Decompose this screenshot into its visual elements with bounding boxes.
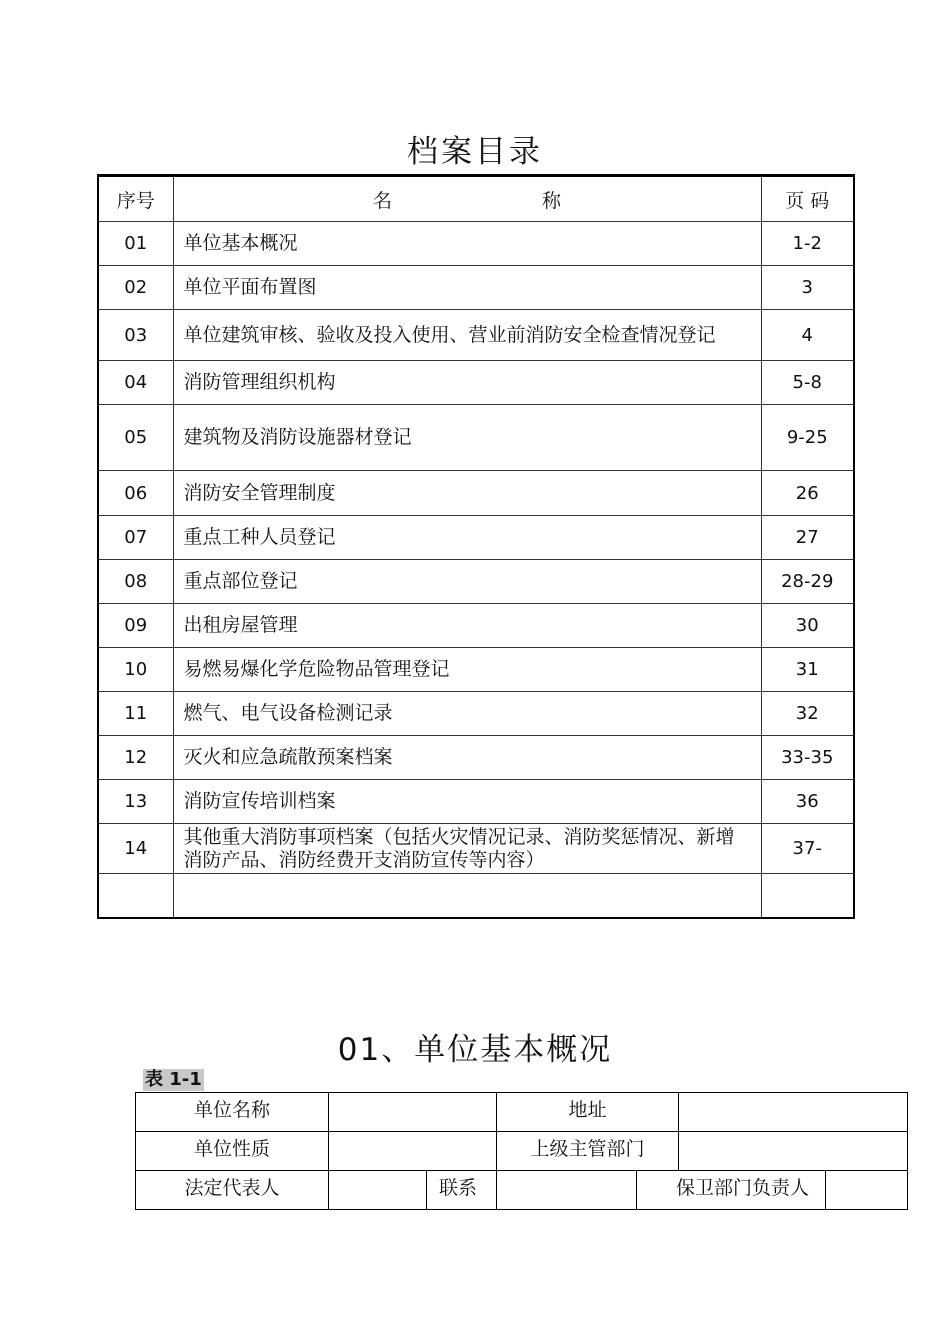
row-name: 重点部位登记: [173, 560, 761, 604]
table-row: [98, 736, 854, 780]
row-num: [98, 874, 173, 918]
row-name: 单位平面布置图: [173, 266, 761, 310]
row-num: 09: [98, 604, 173, 648]
unit-nature-label: 单位性质: [136, 1132, 329, 1171]
security-head-value: [826, 1171, 908, 1210]
table-row: [136, 1093, 908, 1132]
row-num: 02: [98, 266, 173, 310]
row-num: 06: [98, 471, 173, 516]
table-tag: 表 1-1: [145, 1069, 202, 1090]
row-num: 08: [98, 560, 173, 604]
row-page: 1-2: [761, 222, 854, 266]
table-row: [98, 824, 854, 874]
table-row: [136, 1132, 908, 1171]
unit-name-value: [329, 1093, 497, 1132]
row-page: 26: [761, 471, 854, 516]
row-name: 消防安全管理制度: [173, 471, 761, 516]
row-num: 05: [98, 405, 173, 471]
table-row: [98, 648, 854, 692]
table-row: [98, 471, 854, 516]
table-row: [98, 692, 854, 736]
unit-name-label: 单位名称: [136, 1093, 329, 1132]
row-name: 消防管理组织机构: [173, 361, 761, 405]
superior-dept-value: [679, 1132, 908, 1171]
header-page: 页 码: [761, 176, 854, 222]
table-row: [98, 405, 854, 471]
header-num: 序号: [98, 176, 173, 222]
address-value: [679, 1093, 908, 1132]
row-num: 01: [98, 222, 173, 266]
table-row: [98, 874, 854, 918]
unit-info-table: [135, 1092, 908, 1210]
header-name: [173, 176, 761, 222]
table-row: [98, 560, 854, 604]
row-name: 单位基本概况: [173, 222, 761, 266]
row-page: 37-: [761, 824, 854, 874]
contact-value: [497, 1171, 637, 1210]
row-page: 9-25: [761, 405, 854, 471]
row-name: 单位建筑审核、验收及投入使用、营业前消防安全检查情况登记: [173, 310, 761, 361]
table-row: [98, 516, 854, 560]
security-head-label: 保卫部门负责人: [637, 1171, 826, 1210]
row-page: 33-35: [761, 736, 854, 780]
row-name: 重点工种人员登记: [173, 516, 761, 560]
row-num: 12: [98, 736, 173, 780]
row-page: 4: [761, 310, 854, 361]
legal-rep-label: 法定代表人: [136, 1171, 329, 1210]
row-num: 13: [98, 780, 173, 824]
row-name: 燃气、电气设备检测记录: [173, 692, 761, 736]
row-num: 14: [98, 824, 173, 874]
toc-header-row: [98, 176, 854, 222]
toc-title: 档案目录: [407, 134, 543, 170]
row-page: 5-8: [761, 361, 854, 405]
section-title-text: 、单位基本概况: [381, 1032, 613, 1068]
row-name: [173, 874, 761, 918]
contact-label: 联系: [427, 1171, 497, 1210]
row-page: 32: [761, 692, 854, 736]
row-page: 36: [761, 780, 854, 824]
table-row: [98, 604, 854, 648]
row-num: 10: [98, 648, 173, 692]
legal-rep-value: [329, 1171, 427, 1210]
row-num: 04: [98, 361, 173, 405]
table-row: [98, 222, 854, 266]
table-row: [98, 310, 854, 361]
table-row: [98, 780, 854, 824]
table-row: [136, 1171, 908, 1210]
address-label: 地址: [497, 1093, 679, 1132]
row-page: [761, 874, 854, 918]
row-num: 03: [98, 310, 173, 361]
row-page: 31: [761, 648, 854, 692]
row-name: 建筑物及消防设施器材登记: [173, 405, 761, 471]
table-row: [98, 266, 854, 310]
header-name-b: 称: [542, 189, 562, 212]
section-number: 01: [337, 1032, 382, 1068]
row-name: 灭火和应急疏散预案档案: [173, 736, 761, 780]
row-page: 30: [761, 604, 854, 648]
section-title: [0, 1024, 950, 1069]
row-num: 11: [98, 692, 173, 736]
row-page: 3: [761, 266, 854, 310]
header-name-a: 名: [372, 189, 392, 212]
row-name: 出租房屋管理: [173, 604, 761, 648]
row-num: 07: [98, 516, 173, 560]
toc-table: [97, 174, 855, 919]
row-name: 易燃易爆化学危险物品管理登记: [173, 648, 761, 692]
row-name: 其他重大消防事项档案（包括火灾情况记录、消防奖惩情况、新增消防产品、消防经费开支消防宣传等内容）: [173, 824, 761, 874]
unit-nature-value: [329, 1132, 497, 1171]
superior-dept-label: 上级主管部门: [497, 1132, 679, 1171]
row-name: 消防宣传培训档案: [173, 780, 761, 824]
table-row: [98, 361, 854, 405]
row-page: 27: [761, 516, 854, 560]
row-page: 28-29: [761, 560, 854, 604]
